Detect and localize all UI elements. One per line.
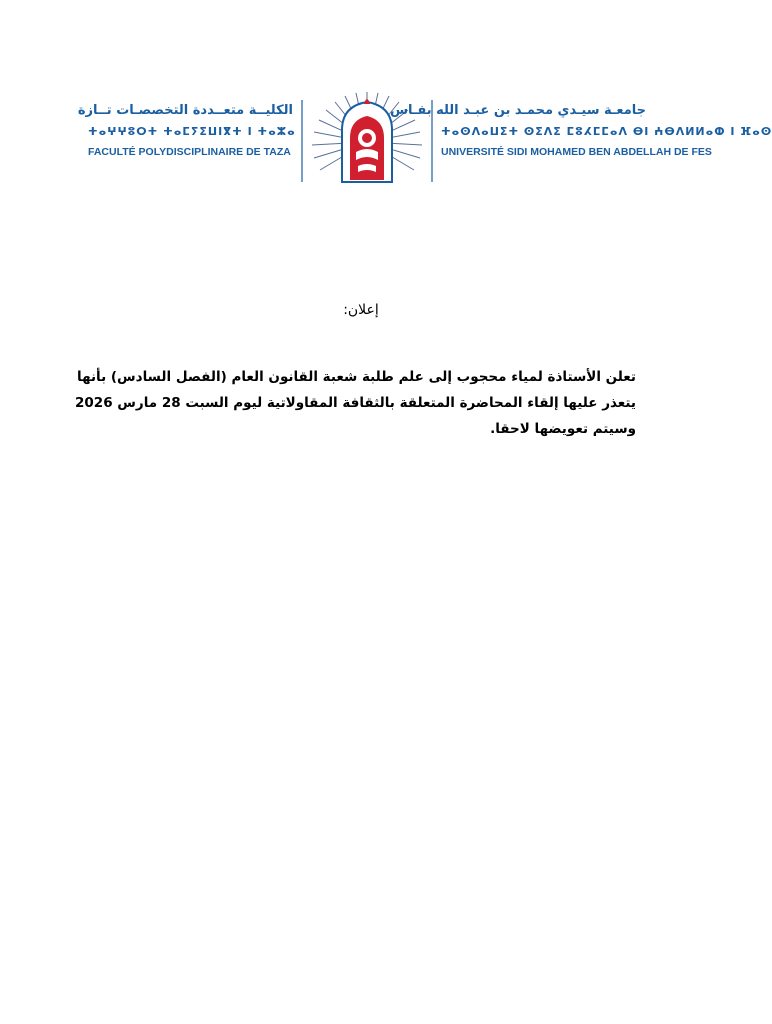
- faculty-name-tifinagh: ⵜⴰⵖⵖⵓⵔⵜ ⵜⴰⵎⵢⵉⵡⵏⴳⵜ ⵏ ⵜⴰⵣⴰ: [88, 125, 296, 138]
- letterhead: [77, 90, 772, 185]
- announcement-line: وسيتم تعويضها لاحقا.: [490, 421, 636, 437]
- announcement-line: تعلن الأستاذة لمياء محجوب إلى علم طلبة شعبة القانون العام (الفصل السادس) بأنها: [77, 369, 636, 385]
- announcement-title: إعلان:: [343, 302, 379, 318]
- university-name-block: [390, 102, 772, 159]
- university-name-french: UNIVERSITÉ SIDI MOHAMED BEN ABDELLAH DE FES: [441, 146, 712, 158]
- faculty-name-block: [77, 102, 296, 159]
- faculty-name-french: FACULTÉ POLYDISCIPLINAIRE DE TAZA: [88, 146, 291, 158]
- faculty-name-arabic: الكليــة متعــددة التخصصـات تــازة: [77, 103, 293, 118]
- university-name-arabic: جامعـة سيـدي محمـد بن عبـد الله بفـاس: [390, 103, 646, 118]
- university-name-tifinagh: ⵜⴰⵙⴷⴰⵡⵉⵜ ⵙⵉⴷⵉ ⵎⵓⵃⵎⵎⴰⴷ ⴱⵏ ⵄⴱⴷⵍⵍⴰⵀ ⵏ ⴼⴰⵙ: [441, 125, 772, 138]
- announcement-body: [75, 364, 636, 442]
- announcement-line: يتعذر عليها إلقاء المحاضرة المتعلقة بالثقافة المقاولاتية ليوم السبت 28 مارس 2026: [75, 395, 636, 411]
